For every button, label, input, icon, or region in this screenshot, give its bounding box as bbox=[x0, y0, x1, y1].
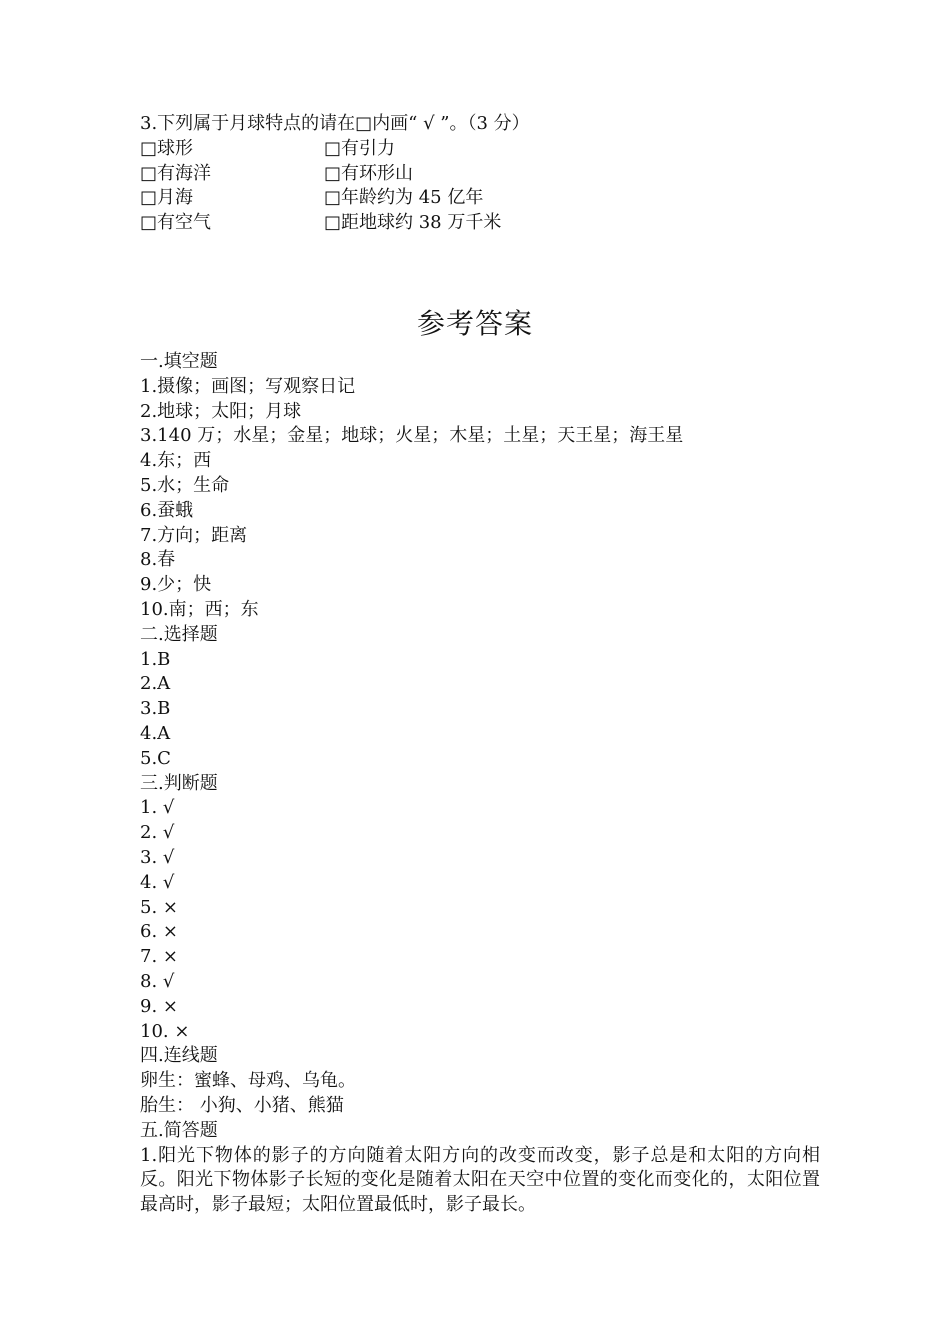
option-item: □有空气 bbox=[140, 212, 212, 234]
option-item: □月海 bbox=[140, 187, 194, 209]
answer-line: 4. √ bbox=[140, 871, 175, 893]
answer-line: 1. √ bbox=[140, 797, 175, 819]
answer-title: 参考答案 bbox=[416, 307, 533, 340]
option-row bbox=[140, 137, 820, 162]
option-item: □距地球约 38 万千米 bbox=[324, 212, 502, 234]
essay-answer: 1.阳光下物体的影子的方向随着太阳方向的改变而改变，影子总是和太阳的方向相反。阳光下物体影子长短的变化是随着太阳在天空中位置的变化而变化的，太阳位置最高时，影子最短；太阳位置最低时，影子最长。 bbox=[140, 1144, 820, 1216]
answer-line: 9. × bbox=[140, 995, 178, 1017]
answer-line: 6.蚕蛾 bbox=[140, 499, 194, 521]
option-item: □有环形山 bbox=[324, 162, 414, 184]
answer-line: 2.地球；太阳；月球 bbox=[140, 400, 302, 422]
answer-line: 10.南；西；东 bbox=[140, 598, 259, 620]
answer-line: 9.少；快 bbox=[140, 574, 212, 596]
answer-line: 1.摄像；画图；写观察日记 bbox=[140, 375, 356, 397]
option-row bbox=[140, 211, 820, 236]
option-row bbox=[140, 186, 820, 211]
answer-line: 1.B bbox=[140, 648, 171, 670]
question-prompt: 3.下列属于月球特点的请在□内画“ √ ”。（3 分） bbox=[140, 113, 530, 134]
answer-line: 8.春 bbox=[140, 549, 176, 571]
answer-line: 5. × bbox=[140, 896, 178, 918]
answer-line: 7.方向；距离 bbox=[140, 524, 248, 546]
answer-list bbox=[140, 350, 820, 1218]
answer-line: 3. √ bbox=[140, 846, 175, 868]
section-heading: 二.选择题 bbox=[140, 623, 218, 645]
section-heading: 五.简答题 bbox=[140, 1119, 218, 1141]
answer-line: 3.B bbox=[140, 698, 171, 720]
answer-line: 2.A bbox=[140, 673, 171, 695]
answer-line: 5.C bbox=[140, 747, 171, 769]
section-heading: 三.判断题 bbox=[140, 772, 218, 794]
option-item: □球形 bbox=[140, 137, 194, 159]
option-row bbox=[140, 162, 820, 187]
option-item: □有引力 bbox=[324, 137, 396, 159]
answer-line: 2. √ bbox=[140, 822, 175, 844]
answer-line: 胎生： 小狗、小猪、熊猫 bbox=[140, 1094, 344, 1116]
option-item: □有海洋 bbox=[140, 162, 212, 184]
answer-line: 卵生：蜜蜂、母鸡、乌龟。 bbox=[140, 1070, 356, 1092]
section-heading: 四.连线题 bbox=[140, 1045, 218, 1067]
answer-line: 4.东；西 bbox=[140, 450, 212, 472]
answer-line: 5.水；生命 bbox=[140, 474, 230, 496]
section-heading: 一.填空题 bbox=[140, 351, 218, 372]
answer-line: 3.140 万；水星；金星；地球；火星；木星；土星；天王星；海王星 bbox=[140, 425, 684, 447]
question-block bbox=[140, 112, 820, 236]
answer-line: 10. × bbox=[140, 1020, 190, 1042]
answer-line: 7. × bbox=[140, 946, 178, 968]
answer-line: 8. √ bbox=[140, 970, 175, 992]
answer-line: 4.A bbox=[140, 722, 171, 744]
answer-line: 6. × bbox=[140, 921, 178, 943]
option-item: □年龄约为 45 亿年 bbox=[324, 187, 484, 209]
